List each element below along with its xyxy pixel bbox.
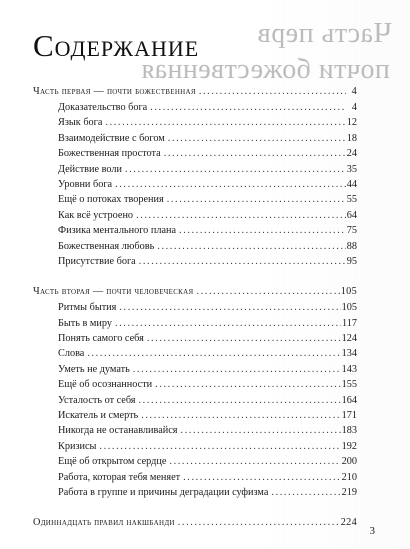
toc-leader-dots	[168, 131, 346, 146]
toc-part-title: Часть первая — почти божественная	[33, 86, 196, 97]
toc-leader-dots	[119, 300, 340, 315]
toc-leader-dots	[139, 254, 346, 269]
toc-leader-dots	[271, 485, 340, 500]
toc-chapter-row	[33, 239, 357, 254]
toc-chapter-row	[33, 408, 357, 423]
toc-page-number: 75	[346, 225, 357, 237]
toc-page-number: 105	[340, 286, 357, 298]
toc-chapter-row	[33, 115, 357, 130]
toc-page-number: 164	[341, 394, 357, 406]
toc-chapter-title: Усталость от себя	[58, 394, 136, 406]
toc-chapter-title: Кризисы	[58, 440, 97, 452]
page-title: Содержание	[33, 28, 200, 63]
toc-chapter-title: Ещё об открытом сердце	[58, 456, 167, 468]
toc-chapter-row	[33, 192, 357, 207]
toc-chapter-title: Искатель и смерть	[58, 410, 139, 422]
toc-page-number: 4	[351, 86, 357, 97]
toc-leader-dots	[157, 239, 345, 254]
toc-chapter-title: Уметь не думать	[58, 363, 130, 375]
toc-chapter-row	[33, 100, 357, 115]
toc-page-number: 124	[341, 333, 357, 345]
toc-chapter-title: Слова	[58, 348, 85, 360]
toc-page-number: 95	[346, 255, 357, 267]
toc-leader-dots	[179, 223, 346, 238]
toc-chapter-title: Присутствие бога	[58, 255, 136, 267]
toc-page-number: 134	[341, 348, 357, 360]
toc-page-number: 183	[341, 425, 357, 437]
toc-chapter-title: Божественная любовь	[58, 240, 155, 252]
toc-chapter-row	[33, 254, 357, 269]
toc-leader-dots	[183, 470, 340, 485]
toc-chapter-row	[33, 146, 357, 161]
toc-chapter-row	[33, 346, 357, 361]
toc-leader-dots	[167, 192, 346, 207]
toc-page-number: 105	[341, 302, 357, 314]
toc-chapter-row	[33, 423, 357, 438]
toc-page-number: 55	[346, 194, 357, 206]
toc-leader-dots	[125, 162, 346, 177]
bleed-through-line-1: Часть перв	[257, 18, 392, 49]
toc-page-number: 35	[346, 163, 357, 175]
toc-leader-dots	[199, 84, 346, 100]
toc-chapter-row	[33, 454, 357, 469]
toc-chapter-row	[33, 377, 357, 392]
toc-chapter-row	[33, 485, 357, 500]
toc-page-number: 171	[341, 410, 357, 422]
toc-gap	[33, 269, 357, 284]
toc-chapter-row	[33, 208, 357, 223]
toc-page-number: 219	[341, 486, 357, 498]
toc-chapter-title: Работа в группе и причины деградации суфизма	[58, 486, 269, 498]
toc-page-number: 143	[341, 363, 357, 375]
toc-part-row	[33, 515, 357, 531]
toc-chapter-title: Быть в миру	[58, 317, 112, 329]
toc-leader-dots	[115, 316, 341, 331]
toc-chapter-title: Физика ментального плана	[58, 225, 177, 237]
toc-chapter-row	[33, 300, 357, 315]
toc-leader-dots	[169, 454, 340, 469]
toc-leader-dots	[136, 208, 346, 223]
toc-chapter-title: Как всё устроено	[58, 209, 134, 221]
toc-leader-dots	[164, 146, 346, 161]
toc-page-number: 4	[351, 102, 357, 113]
toc-page-number: 200	[341, 456, 357, 468]
toc-leader-dots	[105, 115, 345, 130]
toc-chapter-title: Взаимодействие с богом	[58, 132, 165, 144]
toc-leader-dots	[133, 362, 341, 377]
toc-leader-dots	[87, 346, 340, 361]
toc-leader-dots	[150, 100, 346, 115]
toc-page-number: 44	[346, 178, 357, 190]
toc-part-title: Одиннадцать правил накшбанди	[33, 517, 175, 529]
toc-chapter-title: Никогда не останавливайся	[58, 425, 178, 437]
toc-leader-dots	[141, 408, 340, 423]
toc-leader-dots	[196, 284, 339, 300]
toc-chapter-title: Ритмы бытия	[58, 302, 117, 314]
toc-chapter-row	[33, 439, 357, 454]
toc-chapter-row	[33, 316, 357, 331]
toc-page-number: 64	[346, 209, 357, 221]
toc-chapter-row	[33, 393, 357, 408]
toc-leader-dots	[115, 177, 346, 192]
page-number: 3	[369, 525, 375, 537]
toc-chapter-title: Уровни бога	[58, 178, 113, 190]
toc-chapter-row	[33, 177, 357, 192]
toc-chapter-row	[33, 362, 357, 377]
toc-chapter-title: Ещё о потоках творения	[58, 194, 164, 206]
toc-chapter-title: Ещё об осознанности	[58, 379, 153, 391]
toc-page-number: 117	[342, 317, 357, 329]
toc-leader-dots	[178, 515, 340, 531]
toc-page-number: 192	[341, 440, 357, 452]
toc-chapter-title: Понять самого себя	[58, 333, 144, 345]
toc-part-row	[33, 284, 357, 300]
toc-page-number: 155	[341, 379, 357, 391]
toc-page-number: 224	[340, 517, 357, 529]
toc-leader-dots	[155, 377, 340, 392]
toc-page-number: 88	[346, 240, 357, 252]
toc-page-number: 12	[346, 117, 357, 129]
toc-chapter-row	[33, 131, 357, 146]
bleed-through-line-2: почти божественная	[141, 54, 390, 85]
toc-part-title: Часть вторая — почти человеческая	[33, 286, 194, 298]
toc-chapter-row	[33, 470, 357, 485]
toc-chapter-title: Доказательство бога	[58, 102, 148, 113]
toc-chapter-title: Действие воли	[58, 163, 122, 175]
toc-chapter-row	[33, 223, 357, 238]
toc-leader-dots	[139, 393, 341, 408]
toc-chapter-title: Работа, которая тебя меняет	[58, 471, 181, 483]
toc-page-number: 18	[346, 132, 357, 144]
table-of-contents	[33, 84, 357, 531]
toc-leader-dots	[99, 439, 340, 454]
toc-chapter-title: Язык бога	[58, 117, 103, 129]
toc-leader-dots	[147, 331, 341, 346]
toc-chapter-row	[33, 162, 357, 177]
toc-part-row	[33, 84, 357, 100]
toc-leader-dots	[181, 423, 341, 438]
toc-gap	[33, 500, 357, 515]
toc-chapter-row	[33, 331, 357, 346]
toc-page-number: 24	[346, 148, 357, 160]
toc-page-number: 210	[341, 471, 357, 483]
toc-chapter-title: Божественная простота	[58, 148, 161, 160]
